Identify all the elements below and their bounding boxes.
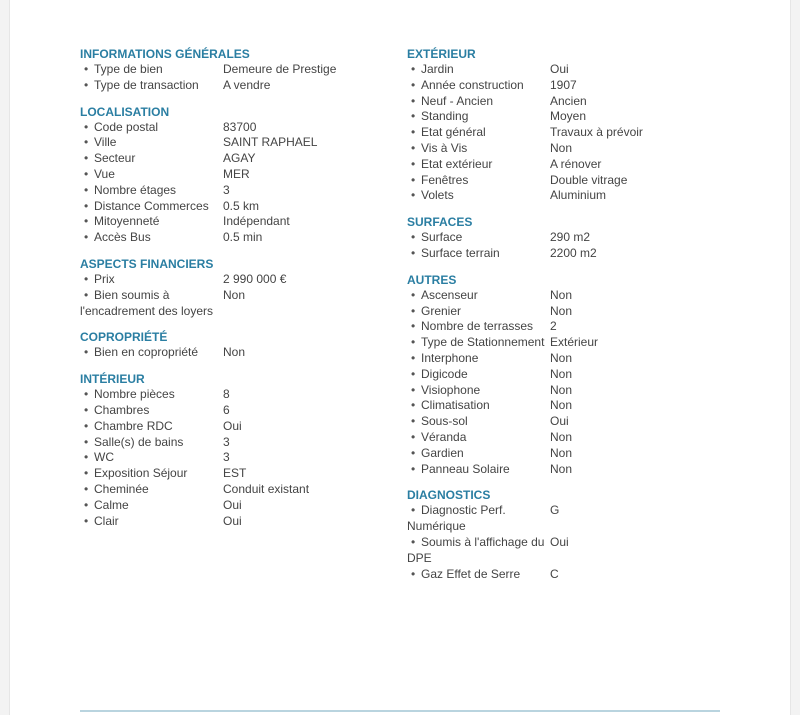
field-label: • Clair (80, 514, 223, 530)
section-autres (407, 272, 727, 478)
field-value: SAINT RAPHAEL (223, 135, 318, 150)
field-value: Conduit existant (223, 481, 310, 496)
field-row-neuf-ancien (407, 94, 727, 110)
field-row-nombre-pieces (80, 387, 400, 403)
field-value: C (550, 566, 559, 581)
field-label: • Vis à Vis (407, 141, 550, 157)
field-value: Double vitrage (550, 172, 628, 187)
field-label: • Gardien (407, 446, 550, 462)
field-row-chambre-rdc (80, 419, 400, 435)
field-label: • Nombre de terrasses (407, 319, 550, 335)
field-label: • Chambre RDC (80, 419, 223, 435)
left-column (80, 46, 400, 539)
field-value: 0.5 min (223, 230, 263, 245)
field-label: • Distance Commerces (80, 199, 223, 215)
field-value: 2 990 000 € (223, 271, 287, 286)
field-label: • Jardin (407, 62, 550, 78)
field-value: EST (223, 466, 247, 481)
field-value: Oui (550, 534, 569, 549)
field-label: • Surface terrain (407, 246, 550, 262)
field-label: • Grenier (407, 304, 550, 320)
field-row-type-de-transaction (80, 78, 400, 94)
field-value: Non (550, 287, 573, 302)
field-row-bien-soumis-a-l-encadrement-des-loyers (80, 288, 400, 320)
field-row-etat-general (407, 125, 727, 141)
field-row-grenier (407, 304, 727, 320)
field-row-gardien (407, 446, 727, 462)
field-row-mitoyennete (80, 214, 400, 230)
field-label: • WC (80, 450, 223, 466)
field-value: Oui (550, 62, 569, 76)
field-label: • Standing (407, 109, 550, 125)
field-label: • Ascenseur (407, 288, 550, 304)
field-row-diagnostic-perf-numerique (407, 503, 727, 535)
field-value: Ancien (550, 93, 587, 108)
section-exterieur (407, 46, 727, 204)
bottom-divider (80, 710, 720, 712)
field-label: • Etat général (407, 125, 550, 141)
field-label: • Calme (80, 498, 223, 514)
field-value: Aluminium (550, 188, 607, 203)
field-value: Non (550, 445, 573, 460)
field-value: Oui (550, 414, 569, 429)
field-value: 8 (223, 387, 230, 402)
field-label: • Climatisation (407, 398, 550, 414)
field-row-surface (407, 230, 727, 246)
section-aspects-financiers (80, 256, 400, 319)
field-label: • Vue (80, 167, 223, 183)
field-row-type-de-bien (80, 62, 400, 78)
field-row-gaz-effet-de-serre (407, 567, 727, 583)
field-value: Oui (223, 513, 242, 528)
section-interieur (80, 371, 400, 529)
field-row-annee-construction (407, 78, 727, 94)
field-value: 3 (223, 434, 230, 449)
field-value: Moyen (550, 109, 587, 124)
field-row-sous-sol (407, 414, 727, 430)
field-value: 290 m2 (550, 230, 591, 245)
field-value: A rénover (550, 156, 602, 171)
section-title: AUTRES (407, 272, 457, 287)
field-row-acces-bus (80, 230, 400, 246)
field-value: Travaux à prévoir (550, 125, 643, 140)
section-title: EXTÉRIEUR (407, 47, 476, 61)
field-value: AGAY (223, 151, 256, 166)
field-label: • Prix (80, 272, 223, 288)
field-label: • Gaz Effet de Serre (407, 567, 550, 583)
field-label: • Chambres (80, 403, 223, 419)
field-label: • Interphone (407, 351, 550, 367)
field-label: • Nombre étages (80, 183, 223, 199)
field-label: • Bien soumis à l'encadrement des loyers (80, 288, 223, 320)
field-label: • Bien en copropriété (80, 345, 223, 361)
field-value: Oui (223, 418, 242, 433)
field-row-digicode (407, 367, 727, 383)
page-frame-right (790, 0, 800, 715)
right-column (407, 46, 727, 592)
section-copropriete (80, 329, 400, 361)
field-value: Non (223, 345, 246, 360)
field-row-fenetres (407, 173, 727, 189)
field-value: Oui (223, 497, 242, 512)
field-label: • Visiophone (407, 383, 550, 399)
field-label: • Etat extérieur (407, 157, 550, 173)
field-row-soumis-a-l-affichage-du-dpe (407, 535, 727, 567)
field-value: Non (223, 287, 246, 302)
field-row-volets (407, 188, 727, 204)
field-value: Non (550, 140, 573, 155)
field-row-vis-a-vis (407, 141, 727, 157)
field-label: • Cheminée (80, 482, 223, 498)
section-title: INTÉRIEUR (80, 372, 145, 387)
field-label: • Salle(s) de bains (80, 435, 223, 451)
field-row-cheminee (80, 482, 400, 498)
field-label: • Surface (407, 230, 550, 246)
field-row-prix (80, 272, 400, 288)
field-row-panneau-solaire (407, 462, 727, 478)
field-label: • Neuf - Ancien (407, 94, 550, 110)
section-title: COPROPRIÉTÉ (80, 330, 168, 345)
field-value: 3 (223, 450, 230, 465)
field-value: Non (550, 382, 573, 397)
field-value: 2 (550, 319, 557, 334)
field-label: • Soumis à l'affichage du DPE (407, 535, 550, 567)
field-label: • Type de bien (80, 62, 223, 78)
field-row-secteur (80, 151, 400, 167)
field-row-etat-exterieur (407, 157, 727, 173)
field-label: • Secteur (80, 151, 223, 167)
field-value: 3 (223, 182, 230, 197)
field-value: Non (550, 350, 573, 365)
field-label: • Nombre pièces (80, 387, 223, 403)
field-row-calme (80, 498, 400, 514)
field-value: Extérieur (550, 335, 599, 350)
field-label: • Accès Bus (80, 230, 223, 246)
field-row-salle-s-de-bains (80, 435, 400, 451)
field-row-standing (407, 109, 727, 125)
section-title: ASPECTS FINANCIERS (80, 256, 214, 271)
field-row-jardin (407, 62, 727, 78)
field-value: Demeure de Prestige (223, 62, 337, 76)
field-label: • Type de Stationnement (407, 335, 550, 351)
field-row-vue (80, 167, 400, 183)
field-row-wc (80, 450, 400, 466)
field-row-chambres (80, 403, 400, 419)
section-diagnostics (407, 487, 727, 582)
field-row-interphone (407, 351, 727, 367)
field-value: 0.5 km (223, 198, 260, 213)
field-row-distance-commerces (80, 199, 400, 215)
field-label: • Code postal (80, 120, 223, 136)
field-label: • Volets (407, 188, 550, 204)
field-value: Non (550, 461, 573, 476)
field-row-clair (80, 514, 400, 530)
field-value: 6 (223, 402, 230, 417)
field-label: • Sous-sol (407, 414, 550, 430)
field-label: • Type de transaction (80, 78, 223, 94)
field-value: 2200 m2 (550, 245, 597, 260)
field-value: Non (550, 429, 573, 444)
field-row-surface-terrain (407, 246, 727, 262)
field-label: • Panneau Solaire (407, 462, 550, 478)
field-label: • Ville (80, 135, 223, 151)
field-value: 83700 (223, 119, 257, 134)
field-row-climatisation (407, 398, 727, 414)
field-row-nombre-etages (80, 183, 400, 199)
section-title: INFORMATIONS GÉNÉRALES (80, 47, 250, 61)
field-row-veranda (407, 430, 727, 446)
section-title: SURFACES (407, 215, 473, 230)
field-row-ville (80, 135, 400, 151)
field-row-bien-en-copropriete (80, 345, 400, 361)
field-value: Indépendant (223, 214, 290, 229)
field-value: 1907 (550, 77, 577, 92)
section-informations-generales (80, 46, 400, 94)
field-label: • Véranda (407, 430, 550, 446)
field-row-type-de-stationnement (407, 335, 727, 351)
field-row-ascenseur (407, 288, 727, 304)
field-value: Non (550, 366, 573, 381)
page-frame-left (0, 0, 10, 715)
field-value: MER (223, 166, 250, 181)
field-label: • Fenêtres (407, 173, 550, 189)
section-title: LOCALISATION (80, 104, 170, 119)
field-value: Non (550, 398, 573, 413)
field-row-code-postal (80, 120, 400, 136)
field-value: A vendre (223, 77, 271, 92)
field-value: G (550, 503, 560, 518)
field-label: • Diagnostic Perf. Numérique (407, 503, 550, 535)
section-title: DIAGNOSTICS (407, 488, 491, 503)
field-value: Non (550, 303, 573, 318)
field-row-visiophone (407, 383, 727, 399)
field-label: • Mitoyenneté (80, 214, 223, 230)
field-row-nombre-de-terrasses (407, 319, 727, 335)
field-label: • Exposition Séjour (80, 466, 223, 482)
section-localisation (80, 104, 400, 246)
field-label: • Année construction (407, 78, 550, 94)
section-surfaces (407, 214, 727, 262)
field-label: • Digicode (407, 367, 550, 383)
field-row-exposition-sejour (80, 466, 400, 482)
